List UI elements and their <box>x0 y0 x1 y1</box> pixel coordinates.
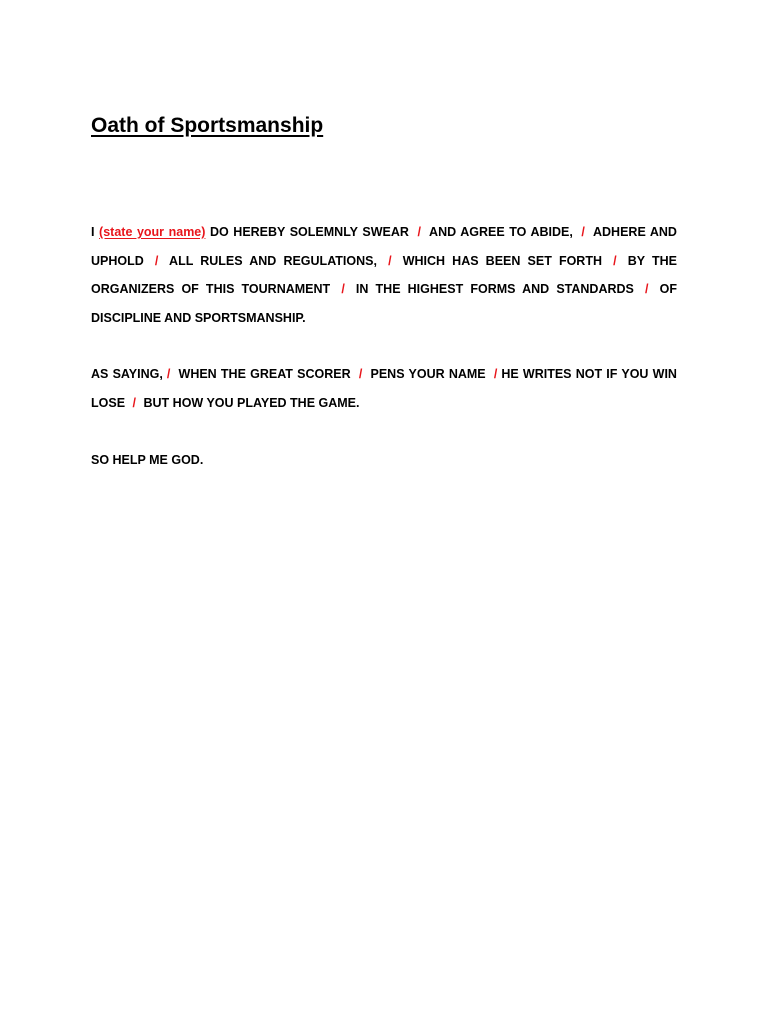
pause-separator: / <box>341 282 345 296</box>
name-placeholder: (state your name) <box>99 225 206 239</box>
pause-separator: / <box>493 367 498 381</box>
oath-segment: OF DISCIPLINE AND SPORTSMANSHIP. <box>91 282 677 325</box>
oath-segment: DO HEREBY SOLEMNLY SWEAR <box>209 225 409 239</box>
pause-separator: / <box>358 367 363 381</box>
oath-segment: AND AGREE TO ABIDE, <box>429 225 573 239</box>
pause-separator: / <box>132 395 137 410</box>
closing-text: SO HELP ME GOD. <box>91 453 204 467</box>
saying-segment: PENS YOUR NAME <box>370 367 486 381</box>
pause-separator: / <box>154 253 159 268</box>
oath-segment: ALL RULES AND REGULATIONS, <box>169 253 377 268</box>
saying-segment: BUT HOW YOU PLAYED THE GAME. <box>143 395 360 410</box>
oath-segment: IN THE HIGHEST FORMS AND STANDARDS <box>355 282 634 296</box>
pause-separator: / <box>166 367 171 381</box>
saying-segment: AS SAYING, <box>91 367 163 381</box>
document-title: Oath of Sportsmanship <box>91 114 324 137</box>
oath-segment: ADHERE AND UPHOLD <box>91 225 677 268</box>
pause-separator: / <box>645 282 649 296</box>
saying-paragraph <box>91 360 677 417</box>
oath-paragraph <box>91 218 677 332</box>
pause-separator: / <box>581 225 585 239</box>
pause-separator: / <box>388 253 392 268</box>
closing-paragraph <box>91 446 677 475</box>
oath-segment: WHICH HAS BEEN SET FORTH <box>402 253 602 268</box>
saying-segment: WHEN THE GREAT SCORER <box>178 367 351 381</box>
oath-segment: BY THE ORGANIZERS OF THIS TOURNAMENT <box>91 253 677 296</box>
saying-segment: HE WRITES NOT IF YOU WIN LOSE <box>91 367 677 410</box>
pause-separator: / <box>613 253 617 268</box>
pause-separator: / <box>417 225 421 239</box>
pronoun-text: I <box>91 225 95 239</box>
